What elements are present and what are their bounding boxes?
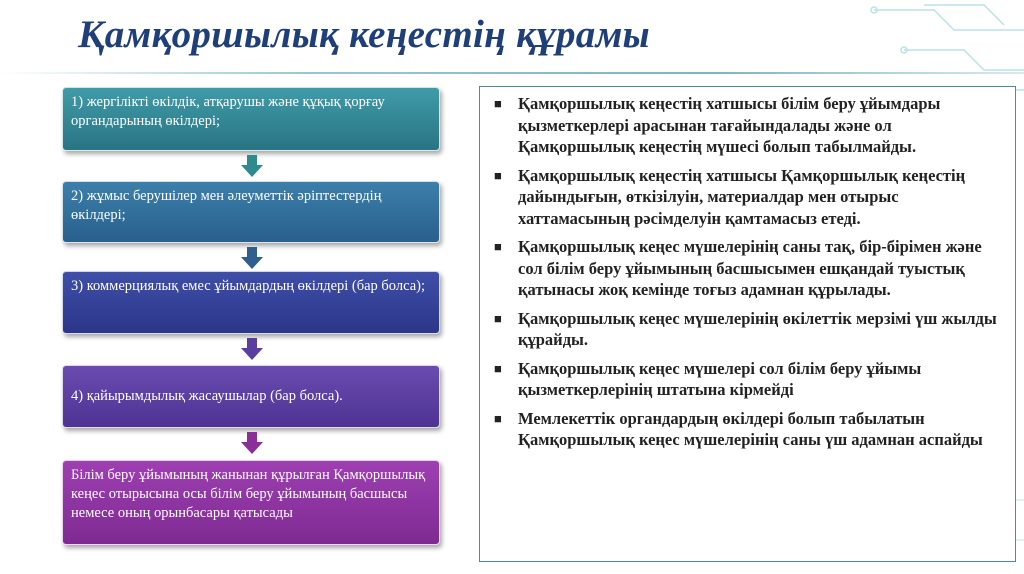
list-item-text: Мемлекеттік органдардың өкілдері болып табылатын Қамқоршылық кеңес мүшелерінің саны үш адамнан аспайды [518, 408, 983, 449]
square-bullet-icon: ■ [494, 239, 502, 254]
square-bullet-icon: ■ [494, 410, 502, 426]
down-arrow-icon [240, 338, 264, 360]
list-item [480, 308, 1015, 351]
list-item [480, 93, 1015, 158]
flow-box-5-text: Білім беру ұйымының жанынан құрылған Қамқоршылық кеңес отырысына осы білім беру ұйымының басшысы немесе оның орынбасары қатысады [71, 467, 426, 521]
page-title: Қамқоршылық кеңестің құрамы [78, 13, 650, 56]
down-arrow-icon [240, 155, 264, 177]
flow-box-3 [62, 271, 440, 334]
flow-box-4 [62, 365, 440, 428]
square-bullet-icon: ■ [494, 167, 502, 183]
list-item-text: Қамқоршылық кеңестің хатшысы Қамқоршылық кеңестің дайындығын, өткізілуін, материалдар мен отырыс хаттамасының рәсімделуін қамтамасыз етеді. [518, 165, 966, 228]
list-item [480, 408, 1015, 451]
list-item [480, 236, 1015, 301]
flow-box-4-text: 4) қайырымдылық жасаушылар (бар болса). [71, 388, 343, 404]
flow-box-1-text: 1) жергілікті өкілдік, атқарушы және құқық қорғау органдарының өкілдері; [71, 94, 385, 129]
list-item [480, 358, 1015, 401]
list-item-text: Қамқоршылық кеңес мүшелерінің саны тақ, бір-бірімен және сол білім беру ұйымының басшысымен ешқандай туыстық қатынасы жоқ кемінде тоғыз адамнан құрылады. [518, 237, 982, 299]
info-panel [479, 86, 1016, 562]
flow-box-2-text: 2) жұмыс берушілер мен әлеуметтік әріптестердің өкілдері; [71, 188, 382, 223]
square-bullet-icon: ■ [494, 310, 502, 326]
flow-box-5 [62, 460, 440, 545]
flow-box-3-text: 3) коммерциялық емес ұйымдардың өкілдері (бар болса); [71, 278, 426, 294]
title-divider [0, 72, 1024, 74]
bullet-list [480, 87, 1015, 451]
down-arrow-icon [240, 247, 264, 269]
flow-box-1 [62, 87, 440, 151]
list-item [480, 165, 1015, 230]
square-bullet-icon: ■ [494, 360, 502, 376]
list-item-text: Қамқоршылық кеңес мүшелері сол білім беру ұйымы қызметкерлерінің штатына кірмейді [518, 358, 922, 399]
square-bullet-icon: ■ [494, 96, 502, 111]
list-item-text: Қамқоршылық кеңес мүшелерінің өкілеттік мерзімі үш жылды құрайды. [518, 308, 997, 349]
flow-box-2 [62, 181, 440, 243]
down-arrow-icon [240, 432, 264, 454]
list-item-text: Қамқоршылық кеңестің хатшысы білім беру ұйымдары қызметкерлері арасынан тағайындалады және ол Қамқоршылық кеңестің мүшесі болып табылмайды. [518, 94, 941, 156]
